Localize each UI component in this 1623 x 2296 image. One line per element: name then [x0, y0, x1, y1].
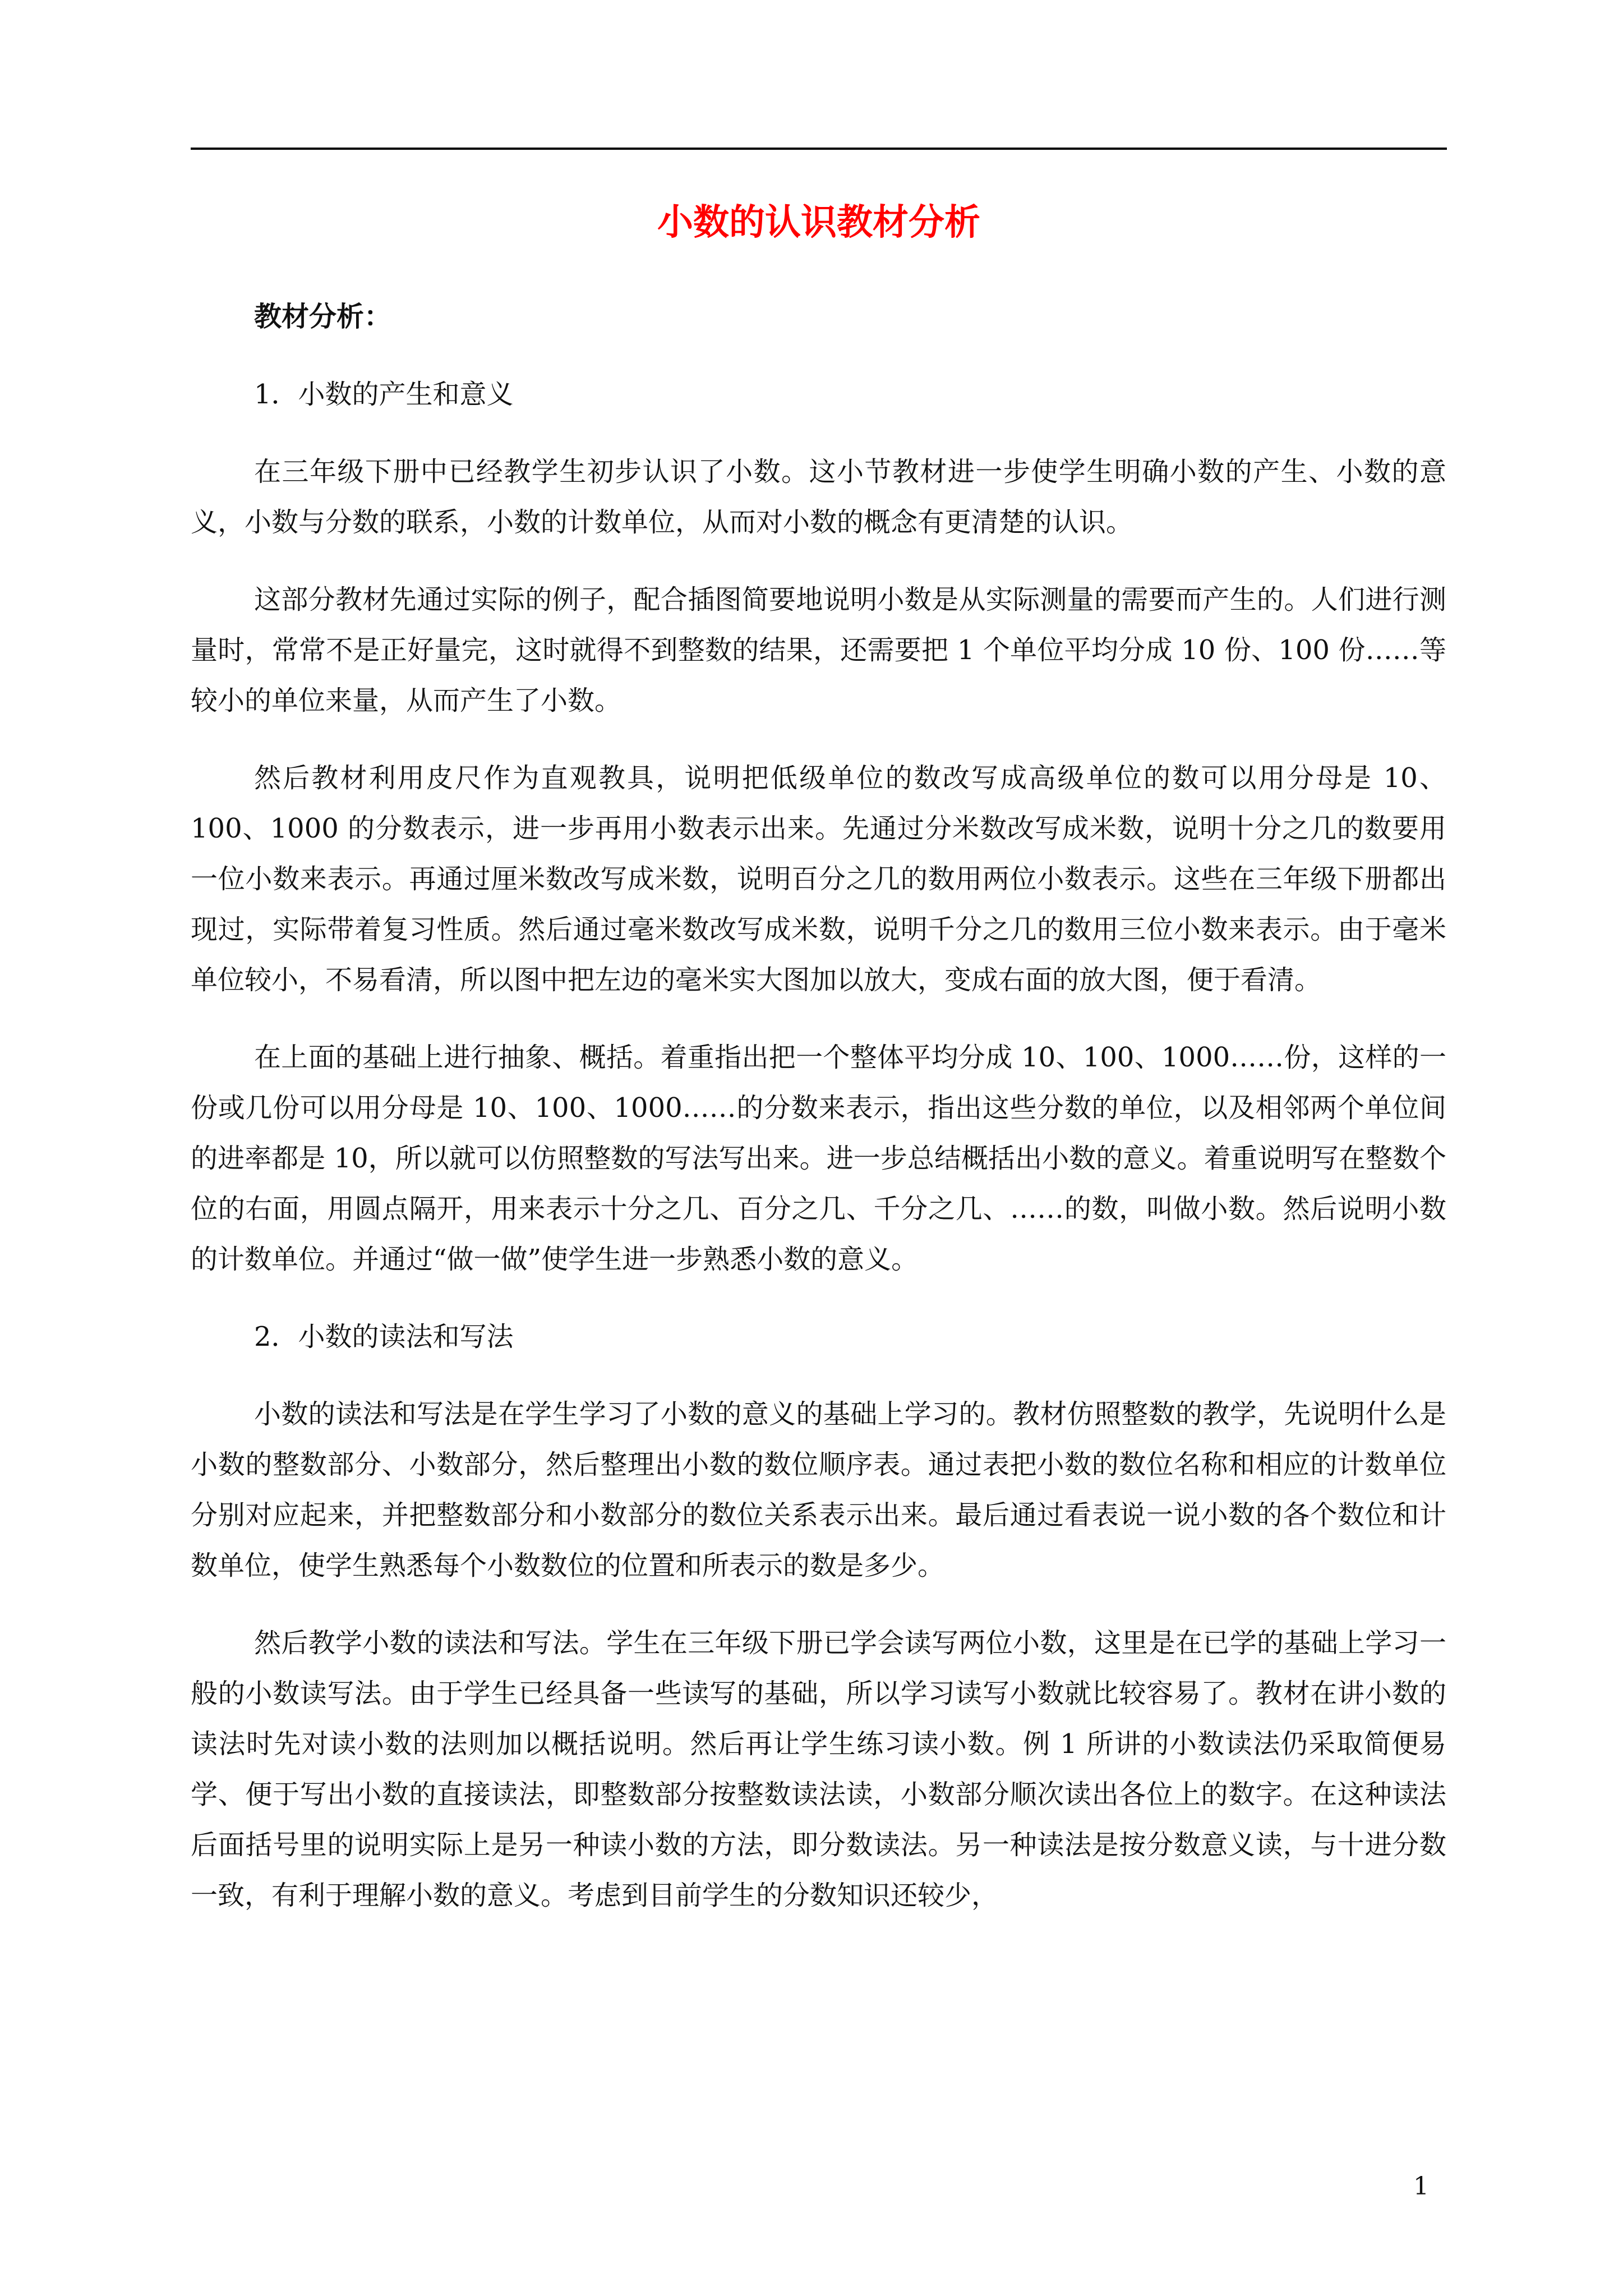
paragraph: 在三年级下册中已经教学生初步认识了小数。这小节教材进一步使学生明确小数的产生、小数的意义，小数与分数的联系，小数的计数单位，从而对小数的概念有更清楚的认识。 — [191, 456, 1446, 538]
page-number: 1 — [1413, 2172, 1429, 2201]
paragraph: 然后教学小数的读法和写法。学生在三年级下册已学会读写两位小数，这里是在已学的基础上学习一般的小数读写法。由于学生已经具备一些读写的基础，所以学习读写小数就比较容易了。教材在讲小数的读法时先对读小数的法则加以概括说明。然后再让学生练习读小数。例 1 所讲的小数读法仍采取简便易学、便于写出小数的直接读法，即整数部分按整数读法读，小数部分顺次读出各位上的数字。在这种读法后面括号里的说明实际上是另一种读小数的方法，即分数读法。另一种读法是按分数意义读，与十进分数一致，有利于理解小数的意义。考虑到目前学生的分数知识还较少， — [191, 1627, 1446, 1911]
paragraph: 小数的读法和写法是在学生学习了小数的意义的基础上学习的。教材仿照整数的教学，先说明什么是小数的整数部分、小数部分，然后整理出小数的数位顺序表。通过表把小数的数位名称和相应的计数单位分别对应起来，并把整数部分和小数部分的数位关系表示出来。最后通过看表说一说小数的各个数位和计数单位，使学生熟悉每个小数数位的位置和所表示的数是多少。 — [191, 1398, 1446, 1581]
paragraph: 这部分教材先通过实际的例子，配合插图简要地说明小数是从实际测量的需要而产生的。人们进行测量时，常常不是正好量完，这时就得不到整数的结果，还需要把 1 个单位平均分成 10 份、100 份……等较小的单位来量，从而产生了小数。 — [191, 584, 1446, 716]
subsection-heading: 2．小数的读法和写法 — [254, 1321, 514, 1352]
header-rule — [191, 148, 1447, 150]
document-body — [191, 292, 1446, 1948]
paragraph: 然后教材利用皮尺作为直观教具，说明把低级单位的数改写成高级单位的数可以用分母是 10、100、1000 的分数表示，进一步再用小数表示出来。先通过分米数改写成米数，说明十分之几的数要用一位小数来表示。再通过厘米数改写成米数，说明百分之几的数用两位小数表示。这些在三年级下册都出现过，实际带着复习性质。然后通过毫米数改写成米数，说明千分之几的数用三位小数来表示。由于毫米单位较小，不易看清，所以图中把左边的毫米实大图加以放大，变成右面的放大图，便于看清。 — [191, 762, 1446, 996]
section-label: 教材分析： — [254, 301, 392, 333]
paragraph: 在上面的基础上进行抽象、概括。着重指出把一个整体平均分成 10、100、1000……份，这样的一份或几份可以用分母是 10、100、1000……的分数来表示，指出这些分数的单位，以及相邻两个单位间的进率都是 10，所以就可以仿照整数的写法写出来。进一步总结概括出小数的意义。着重说明写在整数个位的右面，用圆点隔开，用来表示十分之几、百分之几、千分之几、……的数，叫做小数。然后说明小数的计数单位。并通过“做一做”使学生进一步熟悉小数的意义。 — [191, 1042, 1446, 1275]
document-title: 小数的认识教材分析 — [657, 202, 980, 243]
subsection-heading: 1．小数的产生和意义 — [254, 379, 514, 410]
